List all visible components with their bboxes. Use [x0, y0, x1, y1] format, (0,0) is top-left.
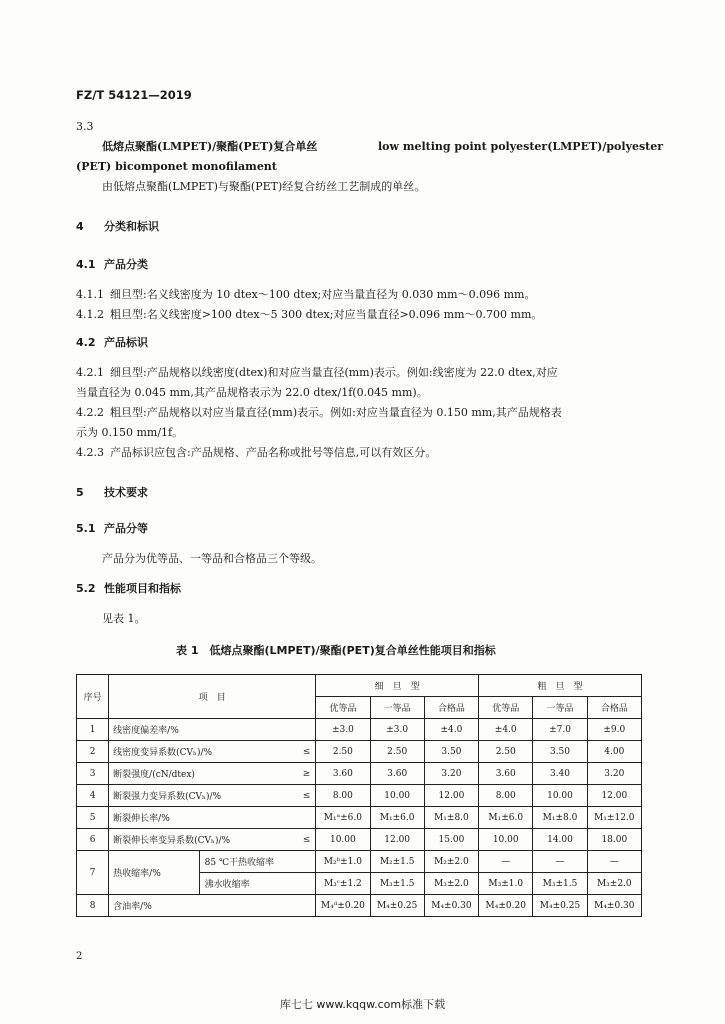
cell-value: M₁±8.0	[533, 807, 587, 829]
section-4-2-heading	[76, 336, 148, 350]
section-number: 5	[76, 486, 84, 499]
grade-header: 优等品	[316, 697, 370, 719]
row-number: 4	[77, 785, 109, 807]
row-number: 1	[77, 719, 109, 741]
cell-value: 8.00	[479, 785, 533, 807]
section-title: 分类和标识	[104, 220, 159, 233]
cell-value: 8.00	[316, 785, 370, 807]
table-row	[77, 741, 642, 763]
row-comparator: ≤	[300, 741, 316, 763]
table-row	[77, 807, 642, 829]
cell-value: ±7.0	[533, 719, 587, 741]
cell-value: 3.60	[479, 763, 533, 785]
table-row	[77, 829, 642, 851]
section-4-heading	[76, 220, 159, 234]
clause-text: 细旦型:产品规格以线密度(dtex)和对应当量直径(mm)表示。例如:线密度为 22.0 dtex,对应	[110, 366, 558, 379]
cell-value: M₄±0.30	[424, 895, 478, 917]
section-5-2-heading	[76, 582, 181, 596]
cell-value: M₂±1.5	[370, 851, 424, 873]
cell-value: 10.00	[370, 785, 424, 807]
standard-code: FZ/T 54121—2019	[76, 88, 192, 102]
clause-text: 粗旦型:名义线密度>100 dtex～5 300 dtex;对应当量直径>0.096 mm～0.700 mm。	[110, 308, 543, 321]
row-comparator: ≤	[300, 785, 316, 807]
clause-4-2-2-continued: 示为 0.150 mm/1f。	[76, 426, 184, 439]
table-caption: 表 1 低熔点聚酯(LMPET)/聚酯(PET)复合单丝性能项目和指标	[176, 644, 496, 657]
cell-value: 3.50	[424, 741, 478, 763]
clause-number: 4.2.3	[76, 446, 104, 459]
page-number: 2	[76, 951, 83, 962]
cell-value: 2.50	[370, 741, 424, 763]
row-number: 6	[77, 829, 109, 851]
cell-value: ±4.0	[424, 719, 478, 741]
cell-value: 3.60	[316, 763, 370, 785]
term-english-line-2: (PET) bicomponet monofilament	[76, 160, 277, 173]
row-comparator	[300, 895, 316, 917]
clause-5-1-text: 产品分为优等品、一等品和合格品三个等级。	[102, 552, 322, 565]
section-number: 4.1	[76, 258, 96, 271]
grade-header: 合格品	[587, 697, 641, 719]
cell-value: M₃ᶜ±1.2	[316, 873, 370, 895]
row-item: 断裂伸长率变异系数(CVₕ)/%	[109, 829, 300, 851]
cell-value: 10.00	[316, 829, 370, 851]
cell-value: 2.50	[479, 741, 533, 763]
cell-value: —	[587, 851, 641, 873]
header-serial-number: 序号	[77, 675, 109, 719]
section-number: 5.2	[76, 582, 96, 595]
watermark-footer: 库七七 www.kqqw.com标准下载	[279, 998, 446, 1011]
row-comparator	[300, 719, 316, 741]
cell-value: 18.00	[587, 829, 641, 851]
row-item: 线密度偏差率/%	[109, 719, 300, 741]
section-title: 产品分等	[104, 522, 148, 535]
cell-value: —	[533, 851, 587, 873]
cell-value: M₃±1.5	[533, 873, 587, 895]
cell-value: M₁±12.0	[587, 807, 641, 829]
cell-value: ±4.0	[479, 719, 533, 741]
clause-text: 产品标识应包含:产品规格、产品名称或批号等信息,可以有效区分。	[110, 446, 437, 459]
grade-header: 合格品	[424, 697, 478, 719]
row-subitem: 沸水收缩率	[199, 873, 316, 895]
cell-value: M₁±8.0	[424, 807, 478, 829]
cell-value: 4.00	[587, 741, 641, 763]
row-item: 断裂伸长率/%	[109, 807, 300, 829]
cell-value: M₃±2.0	[424, 873, 478, 895]
clause-4-2-2	[76, 406, 562, 420]
header-fine-denier: 细 旦 型	[316, 675, 479, 697]
section-4-1-heading	[76, 258, 148, 272]
cell-value: M₄±0.25	[533, 895, 587, 917]
cell-value: M₁±6.0	[479, 807, 533, 829]
cell-value: 12.00	[424, 785, 478, 807]
cell-value: 3.40	[533, 763, 587, 785]
cell-value: M₄±0.25	[370, 895, 424, 917]
table-header-row	[77, 675, 642, 697]
row-number: 2	[77, 741, 109, 763]
cell-value: 12.00	[587, 785, 641, 807]
cell-value: 12.00	[370, 829, 424, 851]
section-5-1-heading	[76, 522, 148, 536]
section-title: 技术要求	[104, 486, 148, 499]
row-item: 断裂强力变异系数(CVₕ)/%	[109, 785, 300, 807]
cell-value: 3.20	[424, 763, 478, 785]
row-number: 7	[77, 851, 109, 895]
row-item: 热收缩率/%	[109, 851, 199, 895]
cell-value: 14.00	[533, 829, 587, 851]
row-item: 含油率/%	[109, 895, 300, 917]
row-item: 线密度变异系数(CVₕ)/%	[109, 741, 300, 763]
row-comparator: ≥	[300, 763, 316, 785]
clause-5-2-text: 见表 1。	[102, 612, 146, 625]
section-5-heading	[76, 486, 148, 500]
cell-value: M₁ᵃ±6.0	[316, 807, 370, 829]
cell-value: ±9.0	[587, 719, 641, 741]
clause-number: 4.1.2	[76, 308, 104, 321]
clause-4-2-1-continued: 当量直径为 0.045 mm,其产品规格表示为 22.0 dtex/1f(0.045 mm)。	[76, 386, 428, 399]
cell-value: —	[479, 851, 533, 873]
row-subitem: 85 ℃干热收缩率	[199, 851, 316, 873]
section-title: 性能项目和指标	[104, 582, 181, 595]
cell-value: M₄±0.30	[587, 895, 641, 917]
cell-value: 3.20	[587, 763, 641, 785]
cell-value: ±3.0	[316, 719, 370, 741]
cell-value: 3.50	[533, 741, 587, 763]
section-number: 5.1	[76, 522, 96, 535]
cell-value: 15.00	[424, 829, 478, 851]
clause-4-1-2	[76, 308, 542, 322]
clause-4-1-1	[76, 288, 535, 302]
header-item: 项 目	[109, 675, 316, 719]
row-number: 8	[77, 895, 109, 917]
cell-value: M₃±2.0	[587, 873, 641, 895]
clause-number: 4.1.1	[76, 288, 104, 301]
table-row	[77, 763, 642, 785]
row-number: 5	[77, 807, 109, 829]
table-row	[77, 851, 642, 873]
section-title: 产品标识	[104, 336, 148, 349]
clause-text: 细旦型:名义线密度为 10 dtex～100 dtex;对应当量直径为 0.030 mm～0.096 mm。	[110, 288, 536, 301]
row-item: 断裂强度/(cN/dtex)	[109, 763, 300, 785]
clause-4-2-3	[76, 446, 436, 460]
section-title: 产品分类	[104, 258, 148, 271]
row-comparator	[300, 807, 316, 829]
section-number: 4	[76, 220, 84, 233]
grade-header: 优等品	[479, 697, 533, 719]
cell-value: M₃±1.0	[479, 873, 533, 895]
table-row	[77, 785, 642, 807]
table-row	[77, 719, 642, 741]
grade-header: 一等品	[370, 697, 424, 719]
clause-number: 4.2.1	[76, 366, 104, 379]
clause-text: 粗旦型:产品规格以对应当量直径(mm)表示。例如:对应当量直径为 0.150 mm,其产品规格表	[110, 406, 562, 419]
cell-value: M₁±6.0	[370, 807, 424, 829]
cell-value: 10.00	[479, 829, 533, 851]
clause-4-2-1	[76, 366, 558, 380]
row-comparator: ≤	[300, 829, 316, 851]
cell-value: M₂±2.0	[424, 851, 478, 873]
term-english-line-1: low melting point polyester(LMPET)/polyester	[378, 140, 664, 153]
table-row	[77, 895, 642, 917]
clause-number: 4.2.2	[76, 406, 104, 419]
cell-value: ±3.0	[370, 719, 424, 741]
header-coarse-denier: 粗 旦 型	[479, 675, 642, 697]
cell-value: M₄±0.20	[479, 895, 533, 917]
cell-value: 2.50	[316, 741, 370, 763]
cell-value: M₄ᵈ±0.20	[316, 895, 370, 917]
cell-value: 10.00	[533, 785, 587, 807]
clause-3-3-number: 3.3	[76, 120, 94, 133]
term-definition: 由低熔点聚酯(LMPET)与聚酯(PET)经复合纺丝工艺制成的单丝。	[102, 180, 426, 193]
cell-value: M₂ᵇ±1.0	[316, 851, 370, 873]
section-number: 4.2	[76, 336, 96, 349]
row-number: 3	[77, 763, 109, 785]
performance-table	[76, 674, 642, 917]
grade-header: 一等品	[533, 697, 587, 719]
cell-value: M₃±1.5	[370, 873, 424, 895]
term-chinese: 低熔点聚酯(LMPET)/聚酯(PET)复合单丝	[102, 140, 318, 153]
cell-value: 3.60	[370, 763, 424, 785]
